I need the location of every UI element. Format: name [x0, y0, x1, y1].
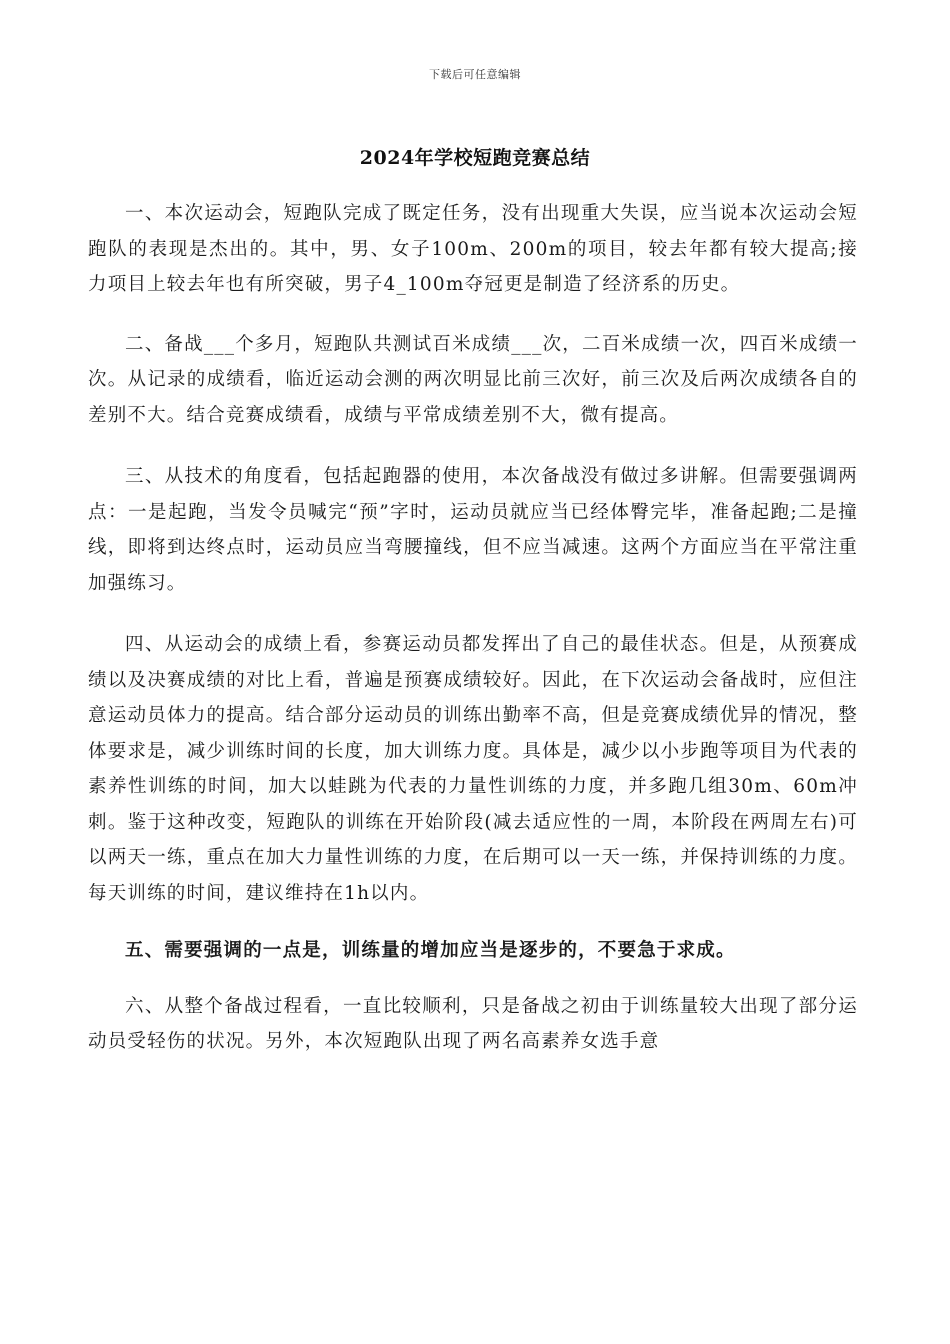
paragraph-2: 二、备战___个多月，短跑队共测试百米成绩___次，二百米成绩一次，四百米成绩一次。从记录的成绩看，临近运动会测的两次明显比前三次好，前三次及后两次成绩各自的差别不大。结合竞赛成绩看，成绩与平常成绩差别不大，微有提高。 — [88, 333, 858, 426]
paragraph-1: 一、本次运动会，短跑队完成了既定任务，没有出现重大失误，应当说本次运动会短跑队的表现是杰出的。其中，男、女子100m、200m的项目，较去年都有较大提高;接力项目上较去年也有所突破，男子4_100m夺冠更是制造了经济系的历史。 — [88, 203, 858, 295]
paragraph-6: 六、从整个备战过程看，一直比较顺利，只是备战之初由于训练量较大出现了部分运动员受轻伤的状况。另外，本次短跑队出现了两名高素养女选手意 — [88, 995, 858, 1052]
paragraph-3: 三、从技术的角度看，包括起跑器的使用，本次备战没有做过多讲解。但需要强调两点：一是起跑，当发令员喊完“预”字时，运动员就应当已经体臀完毕，准备起跑;二是撞线，即将到达终点时，运动员应当弯腰撞线，但不应当减速。这两个方面应当在平常注重加强练习。 — [88, 466, 858, 594]
document-title: 2024年学校短跑竞赛总结 — [359, 147, 591, 169]
paragraph-4: 四、从运动会的成绩上看，参赛运动员都发挥出了自己的最佳状态。但是，从预赛成绩以及决赛成绩的对比上看，普遍是预赛成绩较好。因此，在下次运动会备战时，应但注意运动员体力的提高。结合部分运动员的训练出勤率不高，但是竞赛成绩优异的情况，整体要求是，减少训练时间的长度，加大训练力度。具体是，减少以小步跑等项目为代表的素养性训练的时间，加大以蛙跳为代表的力量性训练的力度，并多跑几组30m、60m冲刺。鉴于这种改变，短跑队的训练在开始阶段(减去适应性的一周，本阶段在两周左右)可以两天一练，重点在加大力量性训练的力度，在后期可以一天一练，并保持训练的力度。每天训练的时间，建议维持在1h以内。 — [88, 634, 858, 904]
document-body — [88, 196, 858, 1060]
paragraph-5: 五、需要强调的一点是，训练量的增加应当是逐步的，不要急于求成。 — [125, 940, 736, 961]
header-note: 下载后可任意编辑 — [429, 68, 521, 81]
